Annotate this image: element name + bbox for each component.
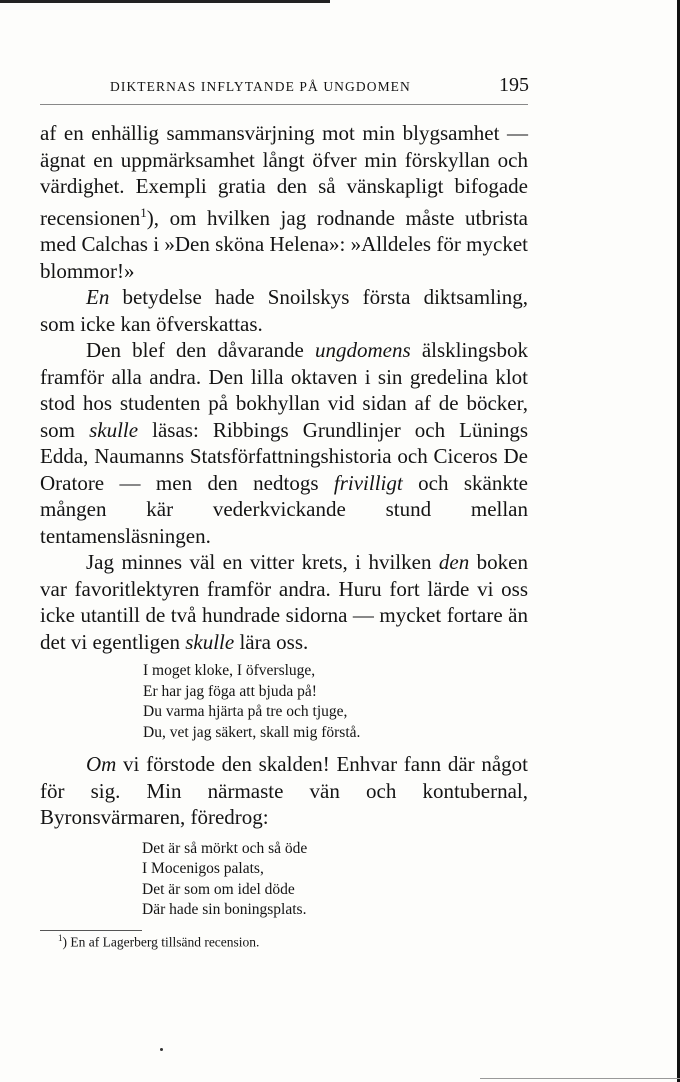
paragraph-4	[40, 549, 528, 655]
poem-line: Det är som om idel döde	[142, 880, 295, 898]
header-rule	[40, 104, 528, 105]
text-run: och skänkte mången kär vederkvickande stund mellan tentamensläsningen.	[40, 470, 528, 548]
footnote-rule	[40, 930, 142, 931]
italic-text: ungdomens	[314, 338, 411, 362]
scan-speck	[160, 1048, 163, 1051]
paragraph-3	[40, 337, 528, 549]
text-run: vi förstode den skalden! Enhvar fann där något för sig. Min närmaste vän och kontubernal, Byronsvärmaren, föredrog:	[40, 752, 528, 829]
page-number: 195	[499, 74, 529, 96]
text-run: Den blef den dåvarande	[86, 338, 315, 362]
text-run: älsklingsbok framför alla andra. Den lilla oktaven i sin gredelina klot stod hos studenten på bokhyllan vid sidan af de böcker, som	[40, 338, 529, 442]
poem-quote-1	[143, 661, 528, 743]
italic-text: frivilligt	[333, 470, 403, 495]
paragraph-1	[40, 120, 528, 284]
poem-line: Du, vet jag säkert, skall mig förstå.	[143, 723, 361, 741]
scan-bottom-edge	[480, 1078, 680, 1079]
italic-text: Om	[86, 752, 117, 776]
italic-text: skulle	[89, 417, 139, 442]
text-run: af en enhällig sammansvärjning mot min blygsamhet — ägnat en uppmärksamhet långt öfver min förskyllan och värdighet. Exempli gratia den så vänskapligt bifogade recensionen	[40, 121, 528, 230]
poem-line: Där hade sin boningsplats.	[142, 901, 307, 918]
body-text	[40, 120, 528, 929]
page-header	[92, 76, 529, 98]
text-run: betydelse hade Snoilskys första diktsamling, som icke kan öfverskattas.	[40, 285, 528, 336]
poem-line: Du varma hjärta på tre och tjuge,	[143, 703, 348, 720]
text-run: läsas: Ribbings Grundlinjer och Lünings Edda, Naumanns Statsförfattningshistoria och Ciceros De Oratore — men den nedtogs	[40, 417, 528, 495]
poem-line: I Mocenigos palats,	[142, 860, 264, 877]
poem-line: I moget kloke, I öfversluge,	[143, 662, 316, 679]
scan-top-edge	[0, 0, 330, 3]
text-run: boken var favoritlektyren framför andra. Huru fort lärde vi oss icke utantill de två hundrade sidorna — mycket fortare än det vi egentligen	[40, 550, 528, 654]
footnote-marker: 1	[58, 933, 63, 943]
paragraph-5	[40, 751, 528, 831]
italic-text: den	[438, 550, 470, 574]
footnote	[58, 933, 259, 951]
italic-text: skulle	[185, 629, 235, 654]
running-head: DIKTERNAS INFLYTANDE PÅ UNGDOMEN	[110, 79, 411, 94]
footnote-ref: 1	[140, 204, 147, 220]
footnote-text: ) En af Lagerberg tillsänd recension.	[62, 934, 260, 950]
italic-text: En	[86, 285, 110, 309]
poem-line: Det är så mörkt och så öde	[142, 839, 308, 857]
poem-quote-2	[142, 839, 528, 921]
text-run: Jag minnes väl en vitter krets, i hvilken	[86, 550, 439, 574]
poem-line: Er har jag föga att bjuda på!	[143, 682, 317, 700]
text-run: ), om hvilken jag rodnande måste utbrista med Calchas i »Den sköna Helena»: »Alldeles för mycket blommor!»	[40, 205, 528, 283]
paragraph-2	[40, 284, 528, 337]
text-run: lära oss.	[234, 629, 309, 654]
